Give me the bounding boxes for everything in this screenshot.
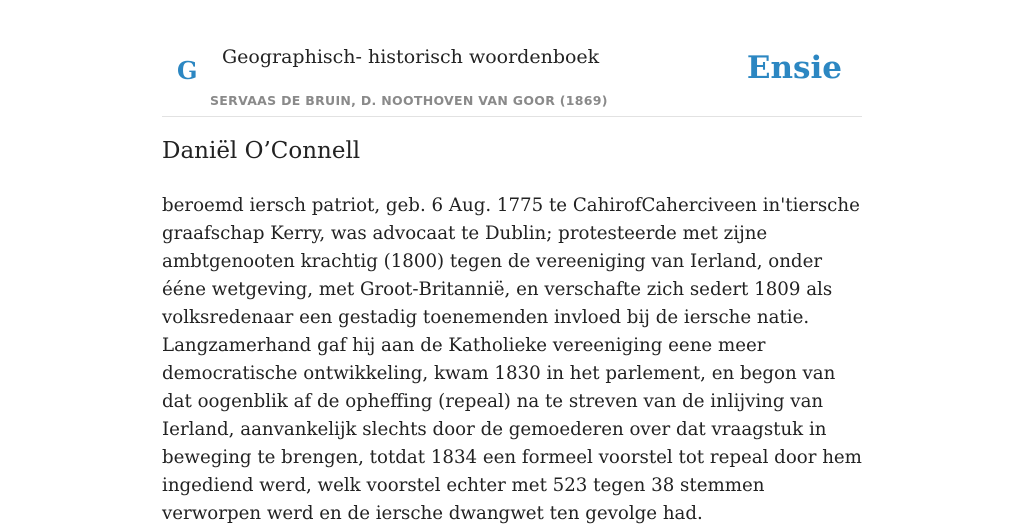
entry-title: Daniël O’Connell xyxy=(162,138,361,164)
page-header xyxy=(162,0,862,117)
entry-body-text: beroemd iersch patriot, geb. 6 Aug. 1775 te CahirofCaherciveen in'tiersche graafschap Kerry, was advocaat te Dublin; protesteerde met zijne ambtgenooten krachtig (1800) tegen de vereeniging van Ierland, onder ééne wetgeving, met Groot-Britannië, en verschafte zich sedert 1809 als volksredenaar een gestadig toenemenden invloed bij de iersche natie. Langzamerhand gaf hij aan de Katholieke vereeniging eene meer democratische ontwikkeling, kwam 1830 in het parlement, en begon van dat oogenblik af de opheffing (repeal) na te streven van de inlijving van Ierland, aanvankelijk slechts door de gemoederen over dat vraagstuk in beweging te brengen, totdat 1834 een formeel voorstel tot repeal door hem ingediend werd, welk voorstel echter met 523 tegen 38 stemmen verworpen werd en de iersche dwangwet ten gevolge had. xyxy=(162,195,862,524)
book-author-meta: SERVAAS DE BRUIN, D. NOOTHOVEN VAN GOOR (1869) xyxy=(210,93,608,108)
book-title[interactable]: Geographisch- historisch woordenboek xyxy=(222,46,600,68)
book-logo-icon[interactable]: G xyxy=(177,56,198,85)
ensie-brand-link[interactable]: Ensie xyxy=(746,50,842,86)
